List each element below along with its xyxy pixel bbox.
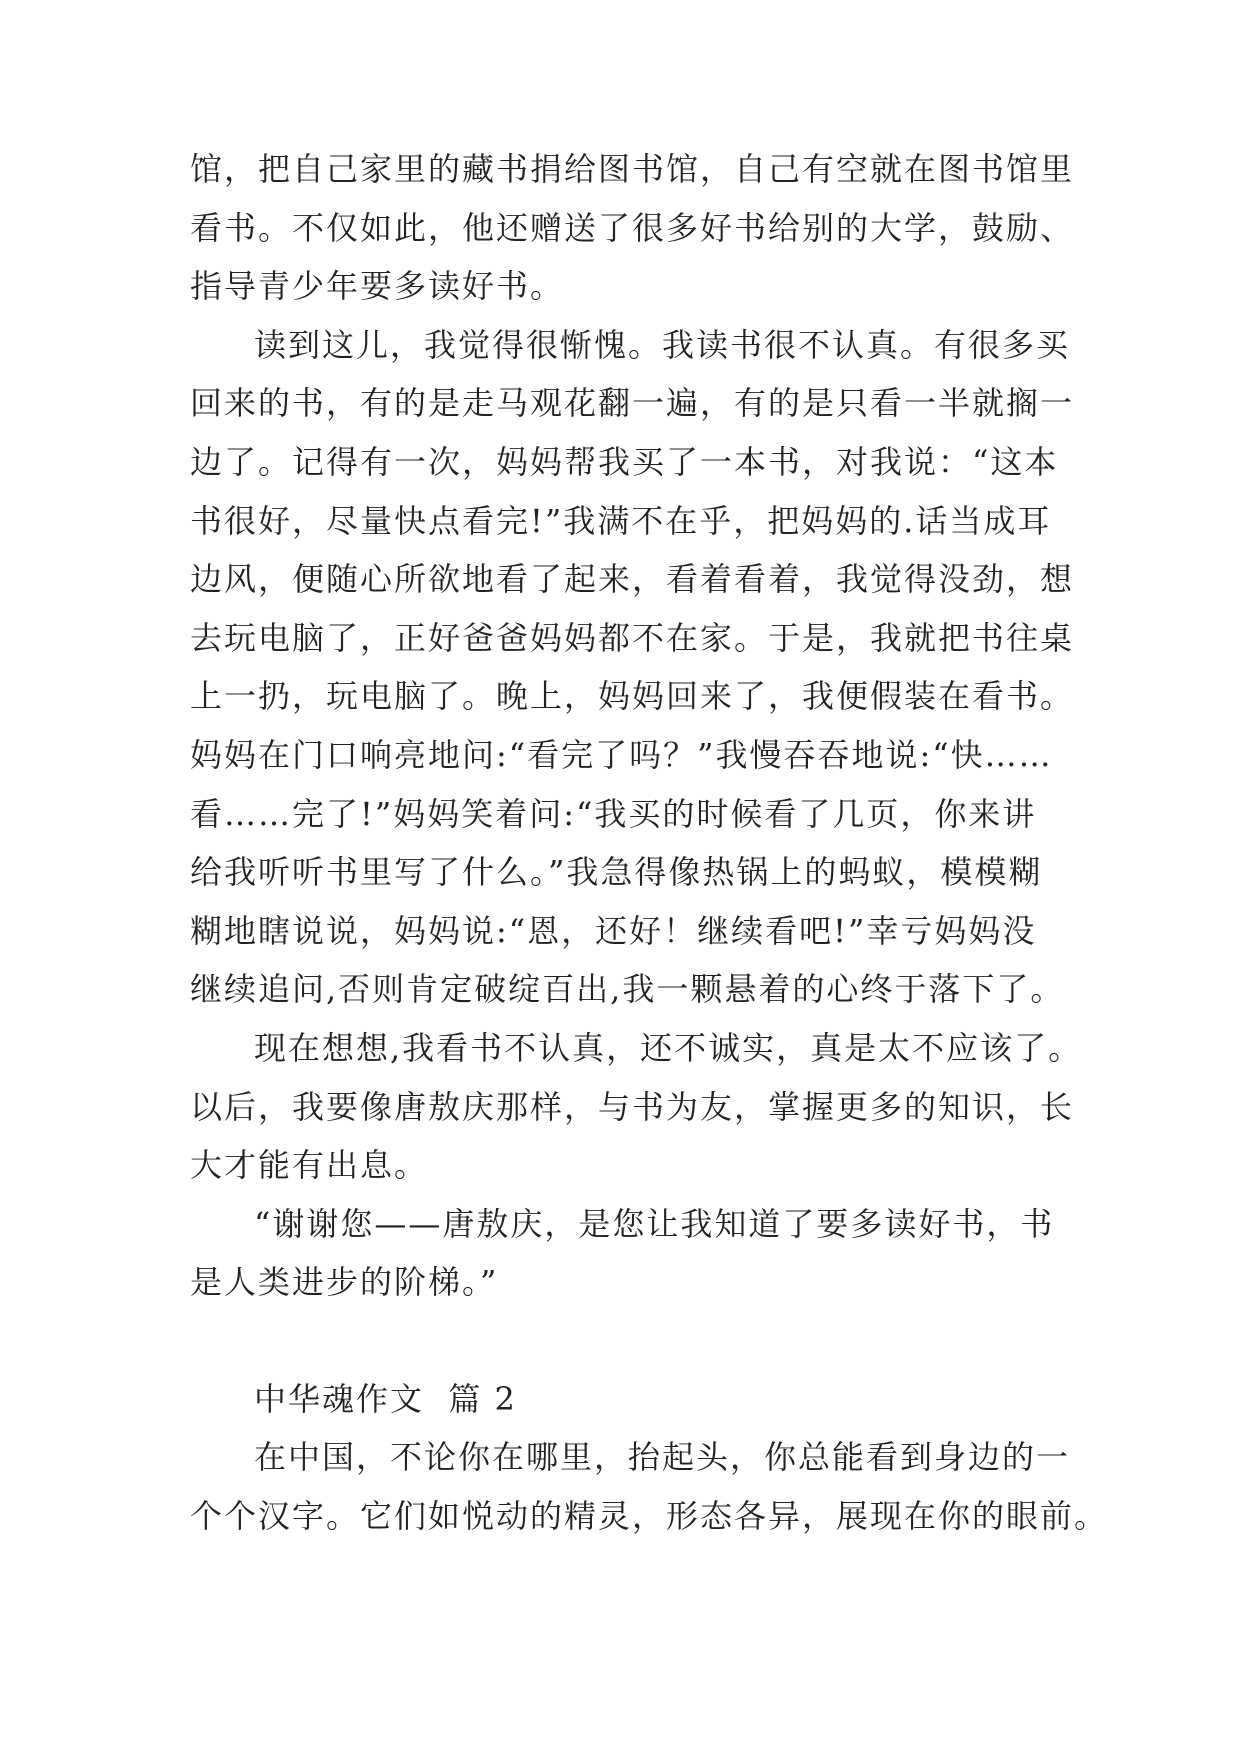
- text-line: 现在想想,我看书不认真，还不诚实，真是太不应该了。: [254, 1028, 1083, 1067]
- text-line: 边了。记得有一次，妈妈帮我买了一本书，对我说：“这本: [190, 442, 1059, 481]
- text-line: 读到这儿，我觉得很惭愧。我读书很不认真。有很多买: [254, 325, 1071, 364]
- text-line: 糊地瞎说说，妈妈说:“恩，还好！继续看吧!”幸亏妈妈没: [190, 911, 1037, 950]
- text-line: “谢谢您——唐敖庆，是您让我知道了要多读好书，书: [254, 1204, 1055, 1243]
- text-line: 继续追问,否则肯定破绽百出,我一颗悬着的心终于落下了。: [190, 970, 1065, 1009]
- text-line: 以后，我要像唐敖庆那样，与书为友，掌握更多的知识，长: [190, 1087, 1075, 1126]
- section-gap: [190, 1312, 1070, 1370]
- text-line: 回来的书，有的是走马观花翻一遍，有的是只看一半就搁一: [190, 384, 1075, 423]
- text-line: 看……完了!”妈妈笑着问:“我买的时候看了几页，你来讲: [190, 794, 1037, 833]
- text-line: 上一扔，玩电脑了。晚上，妈妈回来了，我便假装在看书。: [190, 677, 1075, 716]
- text-line: 指导青少年要多读好书。: [190, 267, 565, 306]
- text-line: 个个汉字。它们如悦动的精灵，形态各异，展现在你的眼前。: [190, 1497, 1109, 1536]
- paragraph-5: [190, 1428, 1109, 1545]
- text-line: 在中国，不论你在哪里，抬起头，你总能看到身边的一: [254, 1438, 1071, 1477]
- paragraph-4: [190, 1195, 1070, 1312]
- text-line: 是人类进步的阶梯。”: [190, 1263, 499, 1302]
- text-line: 妈妈在门口响亮地问:“看完了吗？”我慢吞吞地说:“快……: [190, 735, 1053, 774]
- document-body: [190, 140, 1109, 1546]
- text-line: 边风，便随心所欲地看了起来，看着看着，我觉得没劲，想: [190, 560, 1075, 599]
- text-line: 去玩电脑了，正好爸爸妈妈都不在家。于是，我就把书往桌: [190, 618, 1075, 657]
- section-title: 中华魂作文 篇 2: [254, 1379, 517, 1418]
- text-line: 大才能有出息。: [190, 1146, 429, 1185]
- text-line: 书很好，尽量快点看完!”我满不在乎，把妈妈的.话当成耳: [190, 501, 1052, 540]
- paragraph-3: [190, 1019, 1083, 1195]
- paragraph-2: [190, 316, 1075, 1019]
- paragraph-1: [190, 140, 1075, 316]
- text-line: 看书。不仅如此，他还赠送了很多好书给别的大学，鼓励、: [190, 208, 1075, 247]
- text-line: 给我听听书里写了什么。”我急得像热锅上的蚂蚁，模模糊: [190, 853, 1043, 892]
- text-line: 馆，把自己家里的藏书捐给图书馆，自己有空就在图书馆里: [190, 150, 1075, 188]
